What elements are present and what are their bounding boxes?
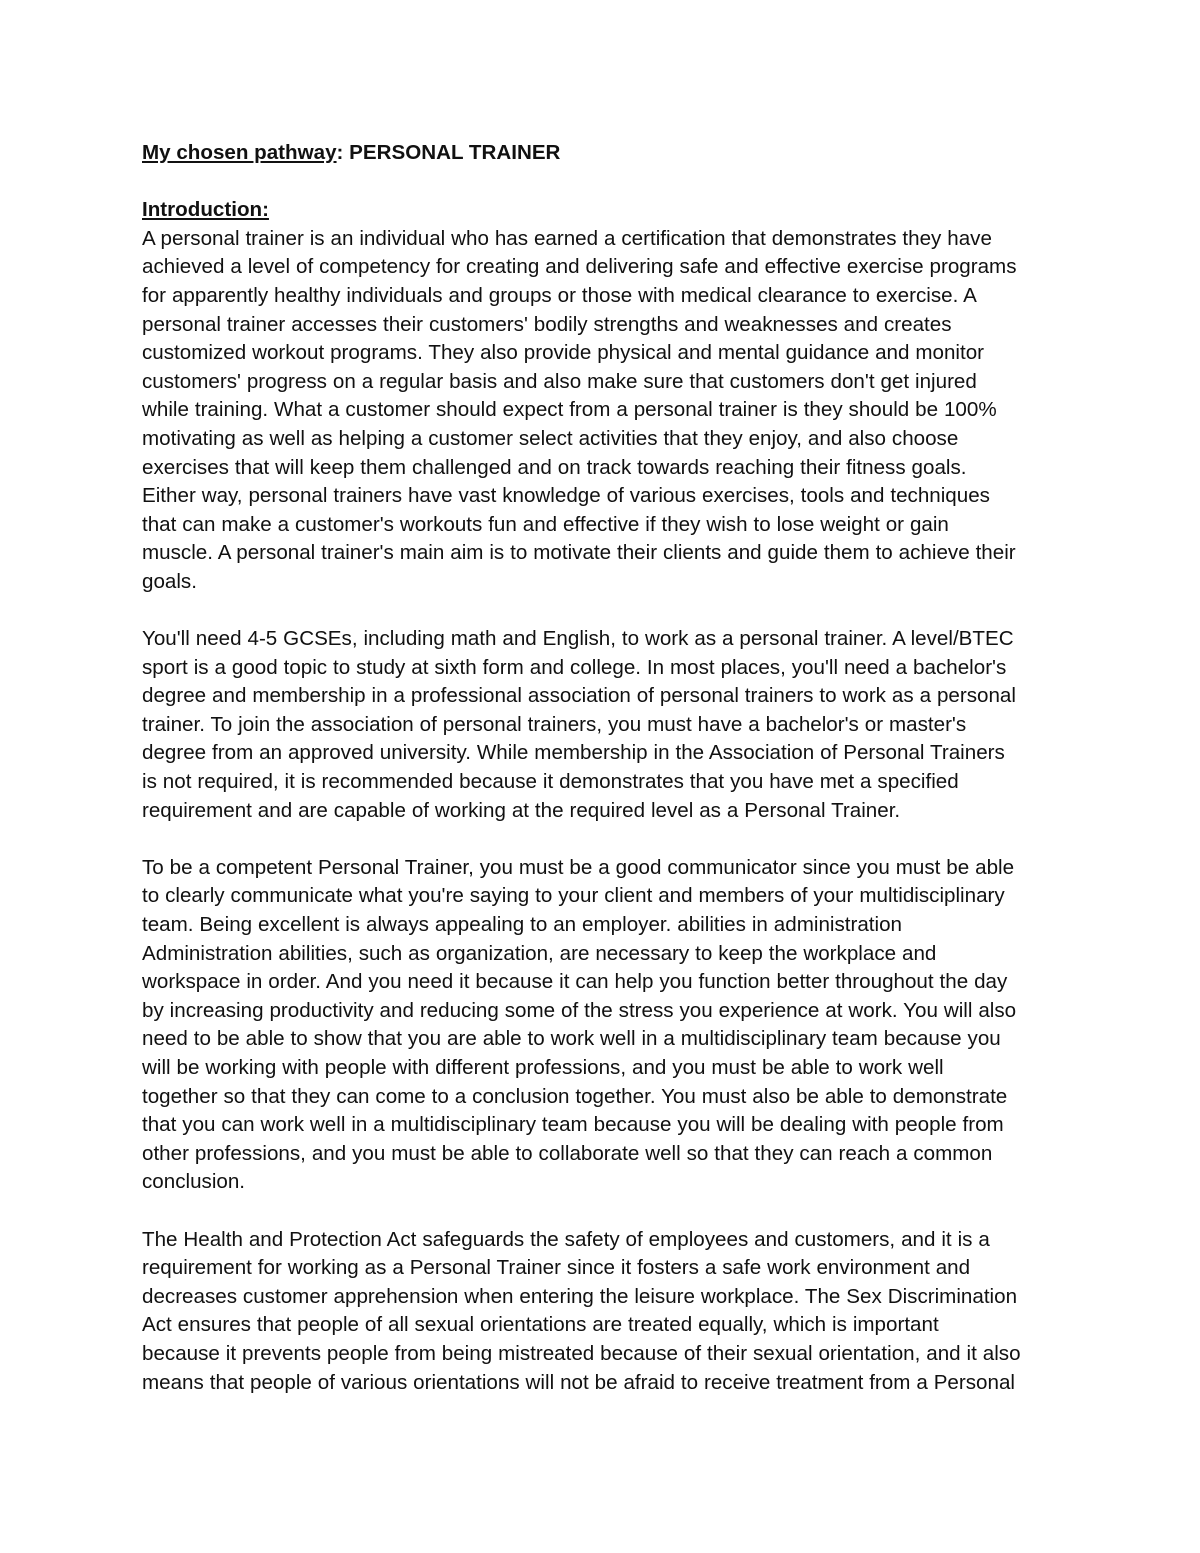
text-line: goals. — [142, 569, 197, 593]
text-line: need to be able to show that you are able to work well in a multidisciplinary team because you — [142, 1027, 1001, 1051]
text-line: team. Being excellent is always appealing to an employer. abilities in administration — [142, 913, 903, 937]
text-line: while training. What a customer should expect from a personal trainer is they should be 100% — [142, 398, 997, 422]
text-line: because it prevents people from being mistreated because of their sexual orientation, and it also — [142, 1341, 1021, 1365]
text-line: Either way, personal trainers have vast knowledge of various exercises, tools and techniques — [142, 484, 990, 508]
text-line: for apparently healthy individuals and groups or those with medical clearance to exercise. A — [142, 283, 977, 307]
document-page — [142, 139, 1072, 1426]
text-line: by increasing productivity and reducing some of the stress you experience at work. You will also — [142, 998, 1017, 1022]
paragraph — [142, 625, 1072, 825]
text-line: exercises that will keep them challenged and on track towards reaching their fitness goals. — [142, 455, 967, 479]
text-line: trainer. To join the association of personal trainers, you must have a bachelor's or master's — [142, 712, 967, 736]
text-line: personal trainer accesses their customers' bodily strengths and weaknesses and creates — [142, 312, 952, 336]
text-line: that can make a customer's workouts fun and effective if they wish to lose weight or gain — [142, 512, 949, 536]
text-line: means that people of various orientations will not be afraid to receive treatment from a Personal — [142, 1370, 1015, 1394]
introduction-heading: Introduction: — [142, 198, 269, 222]
text-line: decreases customer apprehension when entering the leisure workplace. The Sex Discrimination — [142, 1284, 1018, 1308]
text-line: other professions, and you must be able to collaborate well so that they can reach a common — [142, 1141, 993, 1165]
text-line: to clearly communicate what you're saying to your client and members of your multidisciplinary — [142, 884, 1005, 908]
text-line: conclusion. — [142, 1170, 246, 1194]
title-separator: : — [336, 141, 344, 164]
paragraph — [142, 1226, 1072, 1398]
text-line: To be a competent Personal Trainer, you must be a good communicator since you must be able — [142, 855, 1015, 879]
text-line: sport is a good topic to study at sixth form and college. In most places, you'll need a bachelor's — [142, 655, 1007, 679]
text-line: that you can work well in a multidisciplinary team because you will be dealing with people from — [142, 1113, 1004, 1137]
document-title — [142, 139, 1072, 168]
text-line: motivating as well as helping a customer select activities that they enjoy, and also choose — [142, 426, 959, 450]
spacer — [142, 168, 1072, 197]
text-line: degree from an approved university. While membership in the Association of Personal Trainers — [142, 741, 1005, 765]
text-line: A personal trainer is an individual who has earned a certification that demonstrates they have — [142, 226, 992, 250]
text-line: workspace in order. And you need it because it can help you function better throughout the day — [142, 970, 1008, 994]
text-line: degree and membership in a professional association of personal trainers to work as a personal — [142, 684, 1016, 708]
title-value: PERSONAL TRAINER — [343, 141, 561, 164]
text-line: requirement and are capable of working at the required level as a Personal Trainer. — [142, 798, 901, 822]
text-line: muscle. A personal trainer's main aim is to motivate their clients and guide them to achieve their — [142, 541, 1016, 565]
text-line: customers' progress on a regular basis and also make sure that customers don't get injured — [142, 369, 977, 393]
text-line: customized workout programs. They also provide physical and mental guidance and monitor — [142, 341, 985, 365]
text-line: You'll need 4-5 GCSEs, including math and English, to work as a personal trainer. A level/BTEC — [142, 627, 1014, 651]
text-line: will be working with people with different professions, and you must be able to work well — [142, 1056, 944, 1079]
text-line: requirement for working as a Personal Trainer since it fosters a safe work environment and — [142, 1256, 971, 1280]
title-label: My chosen pathway — [142, 141, 337, 164]
text-line: together so that they can come to a conclusion together. You must also be able to demonstrate — [142, 1084, 1008, 1108]
body-text — [142, 225, 1072, 1397]
text-line: is not required, it is recommended because it demonstrates that you have met a specified — [142, 770, 959, 794]
text-line: achieved a level of competency for creating and delivering safe and effective exercise programs — [142, 255, 1017, 279]
paragraph — [142, 854, 1072, 1197]
text-line: The Health and Protection Act safeguards the safety of employees and customers, and it is a — [142, 1227, 990, 1251]
paragraph — [142, 225, 1072, 597]
text-line: Act ensures that people of all sexual orientations are treated equally, which is important — [142, 1313, 939, 1337]
text-line: Administration abilities, such as organization, are necessary to keep the workplace and — [142, 941, 937, 965]
